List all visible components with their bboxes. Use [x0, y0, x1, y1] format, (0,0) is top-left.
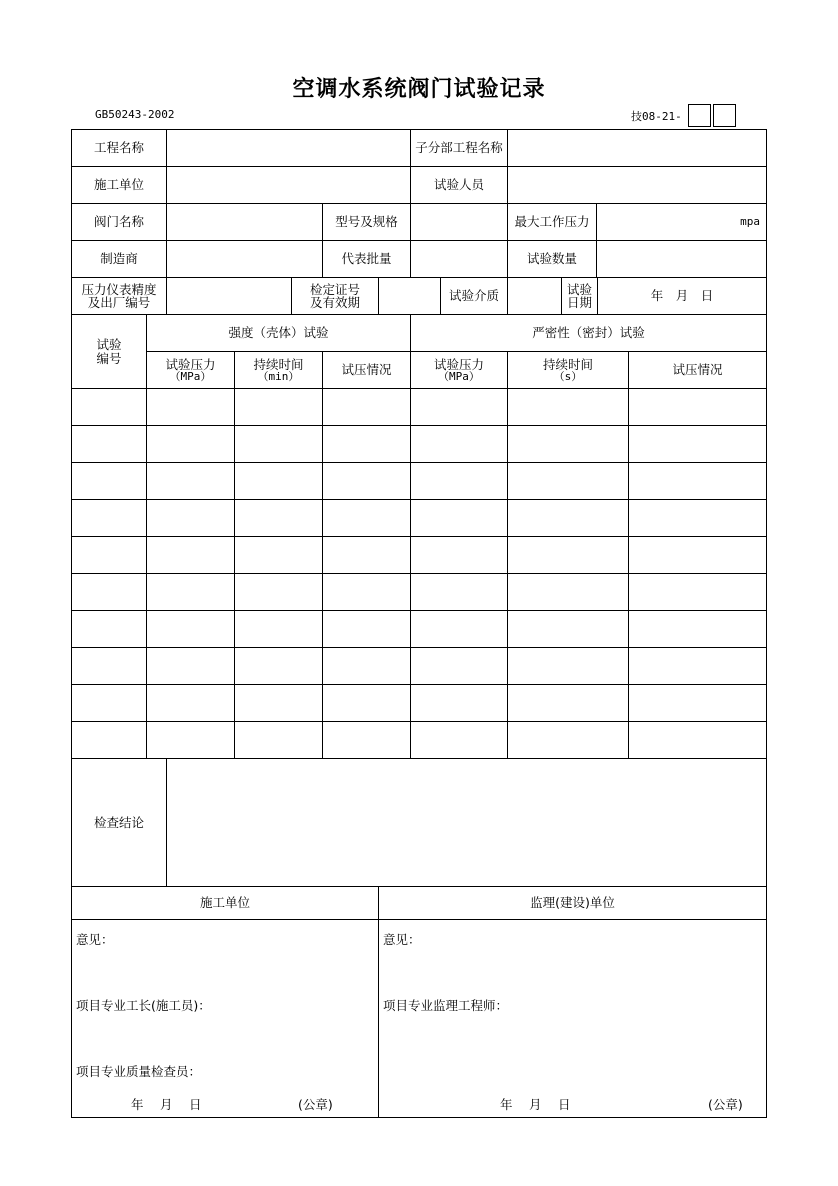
label: 及有效期 — [309, 295, 360, 310]
supervisor-date: 年 月 日 — [500, 1097, 571, 1112]
table-row-10-strength-result-cell[interactable] — [322, 721, 411, 759]
label: 试验人员 — [433, 177, 484, 193]
label: 制造商 — [100, 251, 138, 267]
table-row-2-tightness-result-cell[interactable] — [628, 425, 767, 463]
table-row-10-strength-pressure-cell[interactable] — [146, 721, 235, 759]
table-row-9-test-id-cell[interactable] — [71, 684, 147, 722]
label: 持续时间 — [542, 356, 593, 372]
valve-name-field[interactable] — [166, 203, 323, 241]
conclusion-label — [71, 758, 167, 887]
test-date-label — [561, 277, 598, 315]
supervisor-label: 项目专业监理工程师： — [383, 998, 509, 1013]
table-row-8-strength-pressure-cell[interactable] — [146, 647, 235, 685]
contractor-signoff-area[interactable] — [71, 919, 379, 1118]
table-row-1-strength-pressure-cell[interactable] — [146, 388, 235, 426]
label: 编号 — [96, 350, 122, 366]
table-row-2-strength-pressure-cell[interactable] — [146, 425, 235, 463]
table-row-8-tightness-result-cell[interactable] — [628, 647, 767, 685]
table-row-4-tightness-duration-cell[interactable] — [507, 499, 629, 537]
contractor-opinion-label: 意见： — [76, 932, 114, 947]
label: 试验压力 — [165, 356, 216, 372]
model-spec-label — [322, 203, 411, 241]
table-row-9-tightness-result-cell[interactable] — [628, 684, 767, 722]
contractor-label — [71, 166, 167, 204]
table-row-6-tightness-duration-cell[interactable] — [507, 573, 629, 611]
table-row-6-tightness-pressure-cell[interactable] — [410, 573, 508, 611]
foreman-label: 项目专业工长(施工员)： — [76, 998, 211, 1013]
label: 及出厂编号 — [87, 295, 151, 310]
contractor-signoff-header — [71, 886, 379, 920]
table-row-1-tightness-duration-cell[interactable] — [507, 388, 629, 426]
table-row-5-tightness-duration-cell[interactable] — [507, 536, 629, 574]
table-row-8-tightness-duration-cell[interactable] — [507, 647, 629, 685]
table-row-3-strength-duration-cell[interactable] — [234, 462, 323, 500]
supervisor-signoff-area[interactable] — [378, 919, 767, 1118]
label: 监理(建设)单位 — [530, 895, 615, 911]
table-row-5-strength-duration-cell[interactable] — [234, 536, 323, 574]
conclusion-field[interactable] — [166, 758, 767, 887]
gauge-field[interactable] — [166, 277, 292, 315]
label: 试压情况 — [672, 362, 723, 378]
table-row-6-tightness-result-cell[interactable] — [628, 573, 767, 611]
label: 工程名称 — [93, 140, 144, 156]
label: 施工单位 — [93, 177, 144, 193]
supervisor-opinion-label: 意见： — [383, 932, 421, 947]
cert-label — [291, 277, 379, 315]
batch-field[interactable] — [410, 240, 508, 278]
table-row-3-tightness-result-cell[interactable] — [628, 462, 767, 500]
contractor-seal: (公章) — [298, 1097, 333, 1112]
table-row-3-test-id-cell[interactable] — [71, 462, 147, 500]
form-number-prefix: 技08-21- — [631, 110, 682, 123]
test-quantity-field[interactable] — [596, 240, 767, 278]
contractor-field[interactable] — [166, 166, 411, 204]
strength-duration-header — [234, 351, 323, 389]
test-id-header — [71, 314, 147, 389]
sub-project-label — [410, 129, 508, 167]
table-row-4-strength-pressure-cell[interactable] — [146, 499, 235, 537]
cert-field[interactable] — [378, 277, 441, 315]
table-row-4-strength-result-cell[interactable] — [322, 499, 411, 537]
max-pressure-label — [507, 203, 597, 241]
table-row-4-tightness-pressure-cell[interactable] — [410, 499, 508, 537]
table-row-1-strength-duration-cell[interactable] — [234, 388, 323, 426]
valve-name-label — [71, 203, 167, 241]
table-row-7-tightness-duration-cell[interactable] — [507, 610, 629, 648]
contractor-date: 年 月 日 — [131, 1097, 202, 1112]
table-row-5-strength-pressure-cell[interactable] — [146, 536, 235, 574]
table-row-8-test-id-cell[interactable] — [71, 647, 147, 685]
table-row-7-tightness-result-cell[interactable] — [628, 610, 767, 648]
tester-field[interactable] — [507, 166, 767, 204]
table-row-3-strength-pressure-cell[interactable] — [146, 462, 235, 500]
label: 试验 — [96, 337, 122, 353]
supervisor-signoff-header — [378, 886, 767, 920]
table-row-10-tightness-duration-cell[interactable] — [507, 721, 629, 759]
label: 检定证号 — [309, 281, 360, 297]
table-row-8-strength-result-cell[interactable] — [322, 647, 411, 685]
strength-pressure-header — [146, 351, 235, 389]
manufacturer-field[interactable] — [166, 240, 323, 278]
table-row-7-tightness-pressure-cell[interactable] — [410, 610, 508, 648]
form-number-box-2[interactable] — [713, 104, 736, 127]
supervisor-seal: (公章) — [708, 1097, 743, 1112]
project-name-field[interactable] — [166, 129, 411, 167]
project-name-label — [71, 129, 167, 167]
test-quantity-label — [507, 240, 597, 278]
table-row-6-test-id-cell[interactable] — [71, 573, 147, 611]
table-row-2-tightness-pressure-cell[interactable] — [410, 425, 508, 463]
table-row-3-strength-result-cell[interactable] — [322, 462, 411, 500]
strength-test-header — [146, 314, 411, 352]
table-row-1-tightness-result-cell[interactable] — [628, 388, 767, 426]
table-row-1-tightness-pressure-cell[interactable] — [410, 388, 508, 426]
label: 试验压力 — [433, 356, 484, 372]
label: 检查结论 — [93, 814, 144, 830]
date: 年 月 日 — [650, 288, 714, 304]
tightness-duration-header — [507, 351, 629, 389]
test-date-field — [597, 277, 767, 315]
label: 型号及规格 — [335, 214, 398, 230]
table-row-10-tightness-result-cell[interactable] — [628, 721, 767, 759]
gauge-label — [71, 277, 167, 315]
standard-code: GB50243-2002 — [95, 108, 175, 121]
table-row-6-strength-result-cell[interactable] — [322, 573, 411, 611]
table-row-2-test-id-cell[interactable] — [71, 425, 147, 463]
manufacturer-label — [71, 240, 167, 278]
table-row-2-tightness-duration-cell[interactable] — [507, 425, 629, 463]
label: 试验 — [566, 281, 592, 297]
table-row-7-strength-duration-cell[interactable] — [234, 610, 323, 648]
sub-project-field[interactable] — [507, 129, 767, 167]
table-row-3-tightness-duration-cell[interactable] — [507, 462, 629, 500]
table-row-5-tightness-result-cell[interactable] — [628, 536, 767, 574]
table-row-4-test-id-cell[interactable] — [71, 499, 147, 537]
label: 施工单位 — [199, 895, 250, 911]
table-row-2-strength-duration-cell[interactable] — [234, 425, 323, 463]
table-row-2-strength-result-cell[interactable] — [322, 425, 411, 463]
unit: mpa — [740, 215, 760, 229]
label: 代表批量 — [341, 251, 392, 267]
label: 持续时间 — [253, 356, 304, 372]
table-row-9-strength-duration-cell[interactable] — [234, 684, 323, 722]
table-row-9-strength-result-cell[interactable] — [322, 684, 411, 722]
tightness-pressure-header — [410, 351, 508, 389]
strength-result-header — [322, 351, 411, 389]
table-row-9-strength-pressure-cell[interactable] — [146, 684, 235, 722]
table-row-1-strength-result-cell[interactable] — [322, 388, 411, 426]
label: 严密性（密封）试验 — [532, 325, 645, 341]
model-spec-field[interactable] — [410, 203, 508, 241]
label: 试验数量 — [526, 251, 577, 267]
table-row-7-test-id-cell[interactable] — [71, 610, 147, 648]
table-row-6-strength-pressure-cell[interactable] — [146, 573, 235, 611]
table-row-8-strength-duration-cell[interactable] — [234, 647, 323, 685]
medium-field[interactable] — [507, 277, 562, 315]
medium-label — [440, 277, 508, 315]
unit: （MPa） — [438, 369, 480, 383]
table-row-7-strength-pressure-cell[interactable] — [146, 610, 235, 648]
label: 阀门名称 — [93, 214, 144, 230]
table-row-10-test-id-cell[interactable] — [71, 721, 147, 759]
label: 试验介质 — [448, 288, 499, 304]
table-row-10-tightness-pressure-cell[interactable] — [410, 721, 508, 759]
label: 压力仪表精度 — [81, 281, 157, 297]
table-row-4-tightness-result-cell[interactable] — [628, 499, 767, 537]
table-row-1-test-id-cell[interactable] — [71, 388, 147, 426]
table-row-5-test-id-cell[interactable] — [71, 536, 147, 574]
table-row-3-tightness-pressure-cell[interactable] — [410, 462, 508, 500]
unit: （s） — [553, 369, 583, 383]
label: 试压情况 — [341, 362, 392, 378]
tester-label — [410, 166, 508, 204]
label: 日期 — [566, 295, 592, 310]
unit: （MPa） — [169, 369, 212, 383]
page-title: 空调水系统阀门试验记录 — [292, 77, 546, 102]
label: 子分部工程名称 — [415, 140, 503, 156]
table-row-7-strength-result-cell[interactable] — [322, 610, 411, 648]
max-pressure-field — [596, 203, 767, 241]
unit: （min） — [257, 369, 300, 383]
form-number-box-1[interactable] — [688, 104, 711, 127]
batch-label — [322, 240, 411, 278]
label: 强度（壳体）试验 — [228, 325, 329, 341]
label: 最大工作压力 — [514, 214, 590, 230]
table-row-5-strength-result-cell[interactable] — [322, 536, 411, 574]
tightness-result-header — [628, 351, 767, 389]
table-row-6-strength-duration-cell[interactable] — [234, 573, 323, 611]
table-row-4-strength-duration-cell[interactable] — [234, 499, 323, 537]
table-row-9-tightness-duration-cell[interactable] — [507, 684, 629, 722]
table-row-10-strength-duration-cell[interactable] — [234, 721, 323, 759]
table-row-5-tightness-pressure-cell[interactable] — [410, 536, 508, 574]
table-row-8-tightness-pressure-cell[interactable] — [410, 647, 508, 685]
inspector-label: 项目专业质量检查员： — [76, 1064, 202, 1079]
table-row-9-tightness-pressure-cell[interactable] — [410, 684, 508, 722]
tightness-test-header — [410, 314, 767, 352]
